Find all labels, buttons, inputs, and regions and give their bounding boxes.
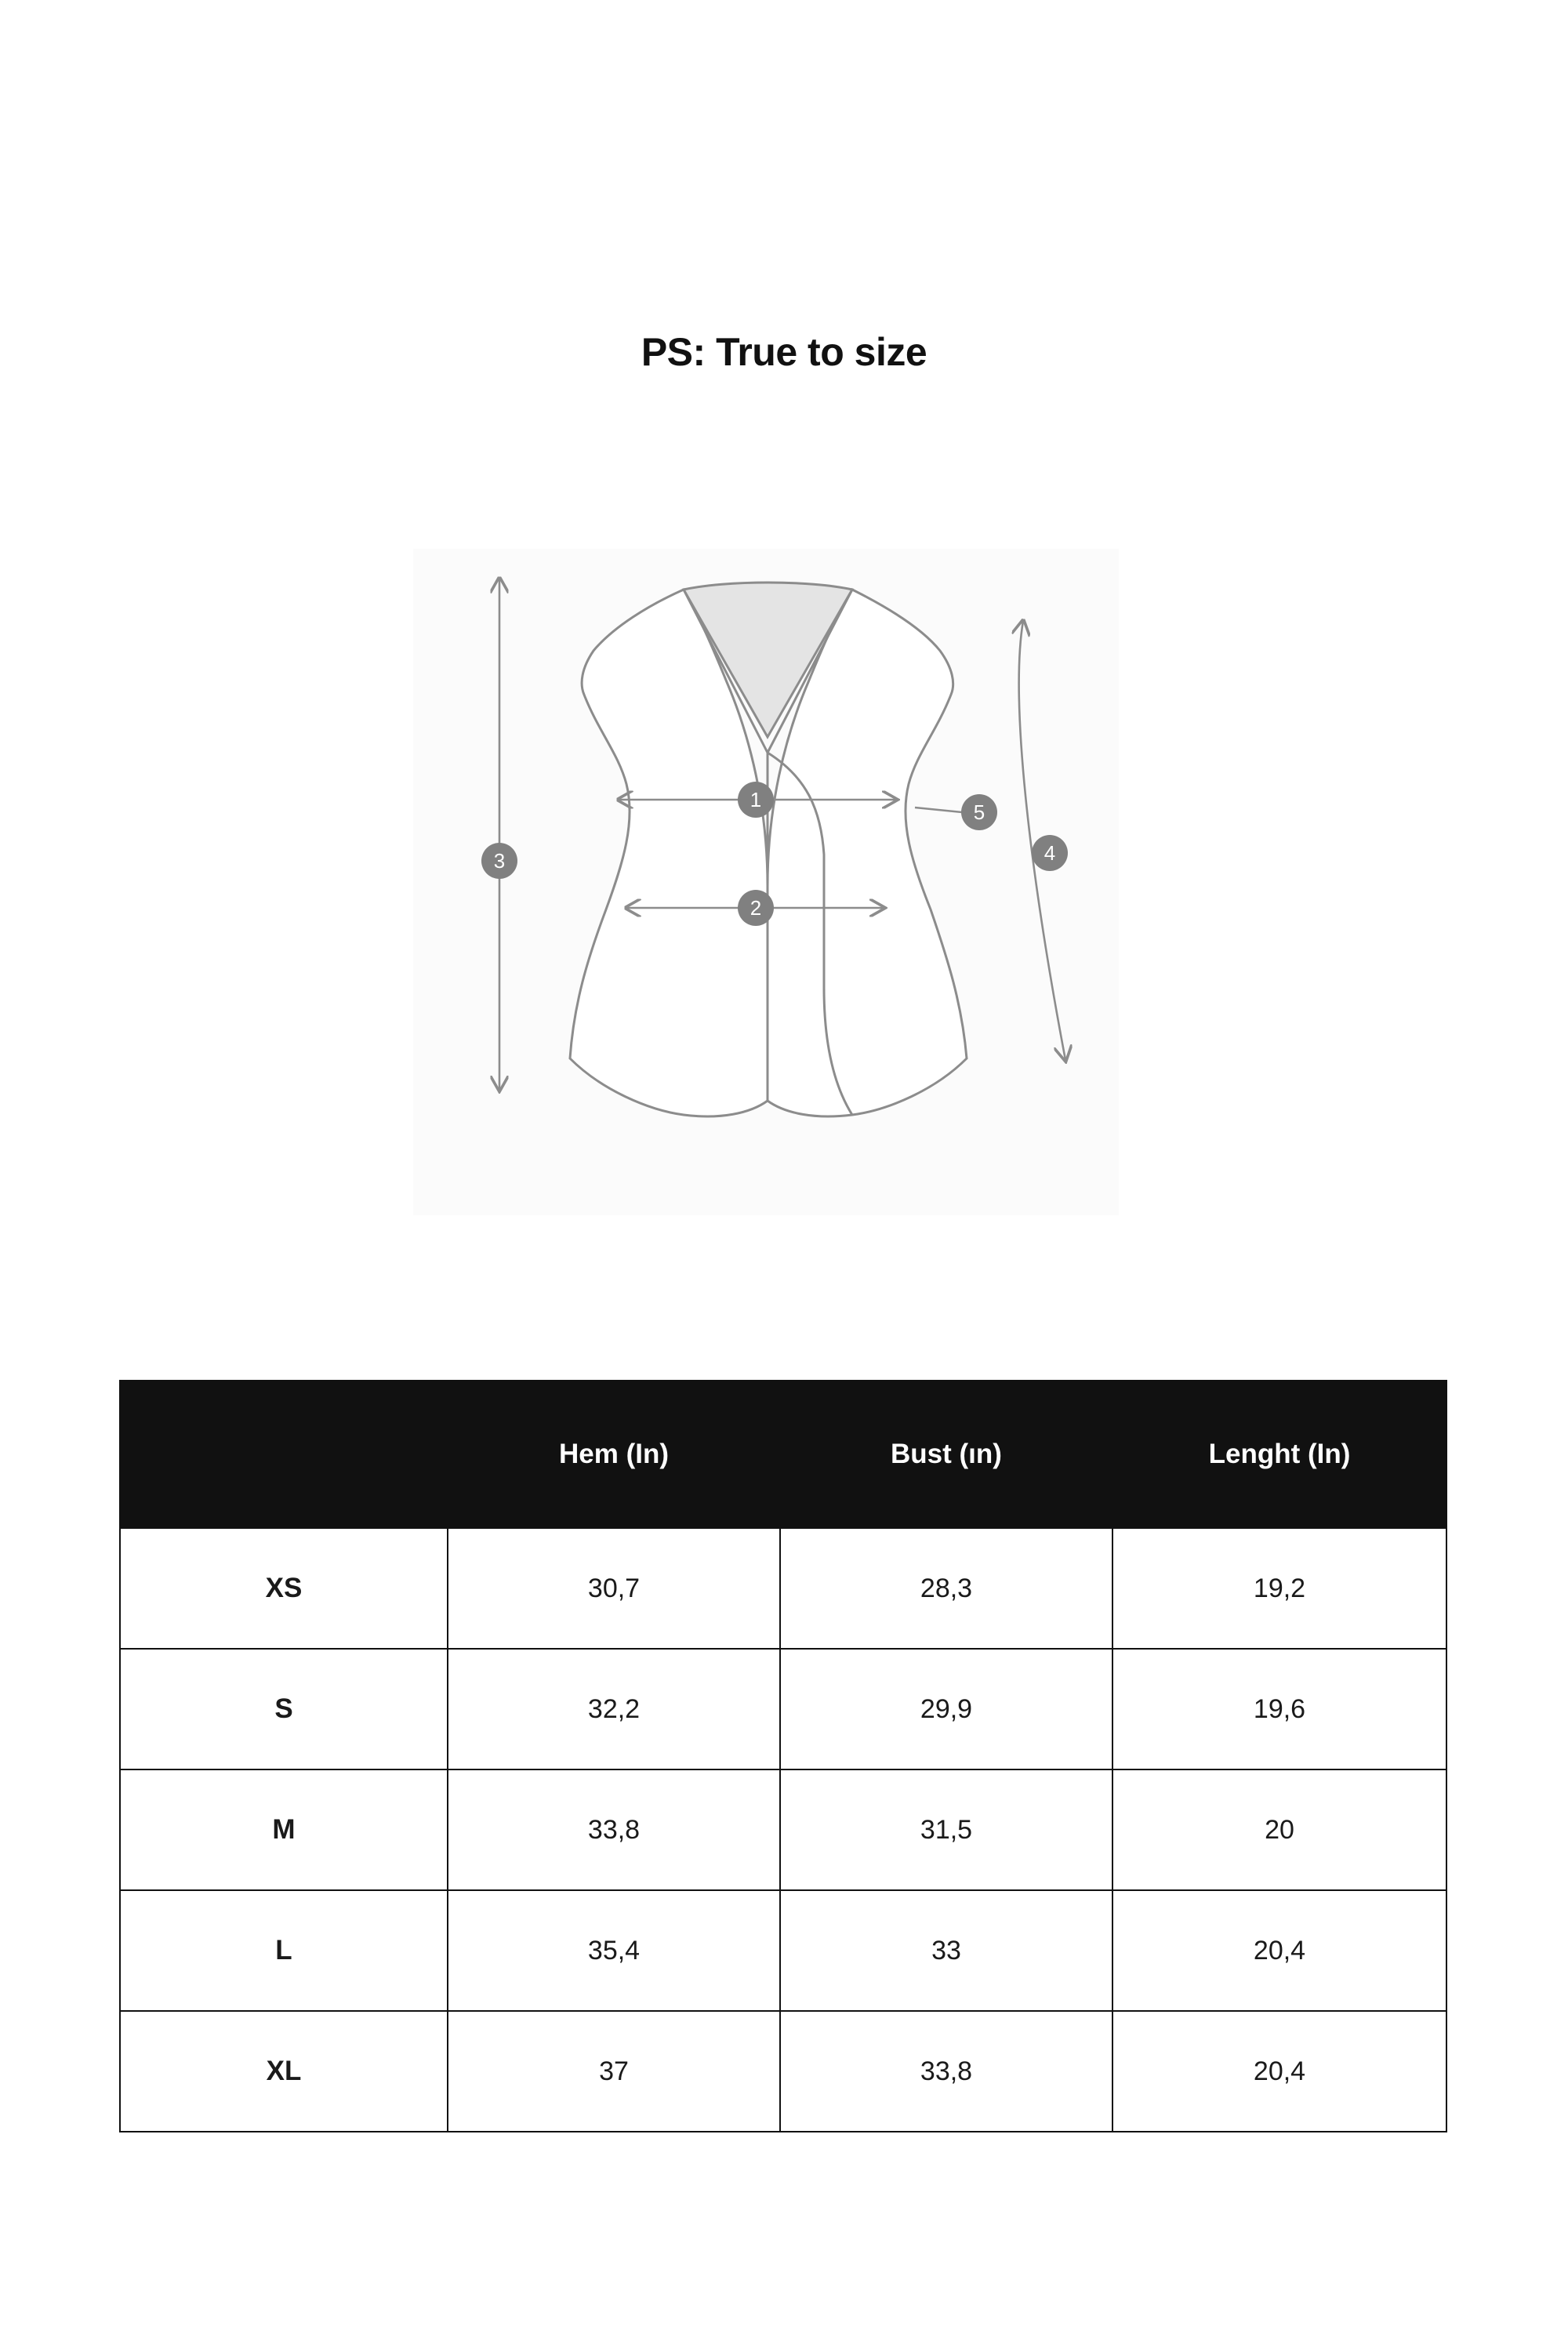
table-header-bust: Bust (ın): [780, 1381, 1112, 1528]
size-chart: [119, 1380, 1447, 2132]
cell-size: M: [120, 1769, 448, 1890]
size-chart-body: [120, 1528, 1446, 2132]
page-title: PS: True to size: [641, 330, 927, 374]
table-header-corner: [120, 1381, 448, 1528]
callout-badge-5: [961, 794, 997, 830]
size-chart-header: [120, 1381, 1446, 1528]
cell-bust: 31,5: [780, 1769, 1112, 1890]
table-header-length: Lenght (In): [1112, 1381, 1446, 1528]
cell-length: 20,4: [1112, 1890, 1446, 2011]
callout-label-2: 2: [750, 896, 762, 920]
callout-badge-1: [738, 782, 774, 818]
callout-badge-2: [738, 890, 774, 926]
cell-hem: 30,7: [448, 1528, 780, 1649]
garment-measurement-diagram: [413, 549, 1119, 1215]
cell-hem: 37: [448, 2011, 780, 2132]
callout-badge-3: [481, 843, 517, 879]
cell-size: S: [120, 1649, 448, 1769]
table-row: [120, 1528, 1446, 1649]
cell-length: 19,2: [1112, 1528, 1446, 1649]
cell-bust: 29,9: [780, 1649, 1112, 1769]
cell-bust: 28,3: [780, 1528, 1112, 1649]
garment-outline: [570, 583, 967, 1116]
cell-length: 20: [1112, 1769, 1446, 1890]
cell-hem: 32,2: [448, 1649, 780, 1769]
cell-bust: 33: [780, 1890, 1112, 2011]
cell-size: L: [120, 1890, 448, 2011]
callout-label-5: 5: [973, 800, 985, 824]
table-row: [120, 1890, 1446, 2011]
cell-size: XL: [120, 2011, 448, 2132]
cell-hem: 35,4: [448, 1890, 780, 2011]
callout-label-1: 1: [750, 788, 762, 811]
table-row: [120, 1769, 1446, 1890]
callout-label-3: 3: [493, 849, 506, 873]
cell-length: 19,6: [1112, 1649, 1446, 1769]
cell-bust: 33,8: [780, 2011, 1112, 2132]
cell-length: 20,4: [1112, 2011, 1446, 2132]
table-header-hem: Hem (In): [448, 1381, 780, 1528]
table-row: [120, 1649, 1446, 1769]
table-header-row: [120, 1381, 1446, 1528]
table-row: [120, 2011, 1446, 2132]
callout-badge-4: [1032, 835, 1068, 871]
callout-label-4: 4: [1044, 841, 1056, 865]
cell-hem: 33,8: [448, 1769, 780, 1890]
cell-size: XS: [120, 1528, 448, 1649]
